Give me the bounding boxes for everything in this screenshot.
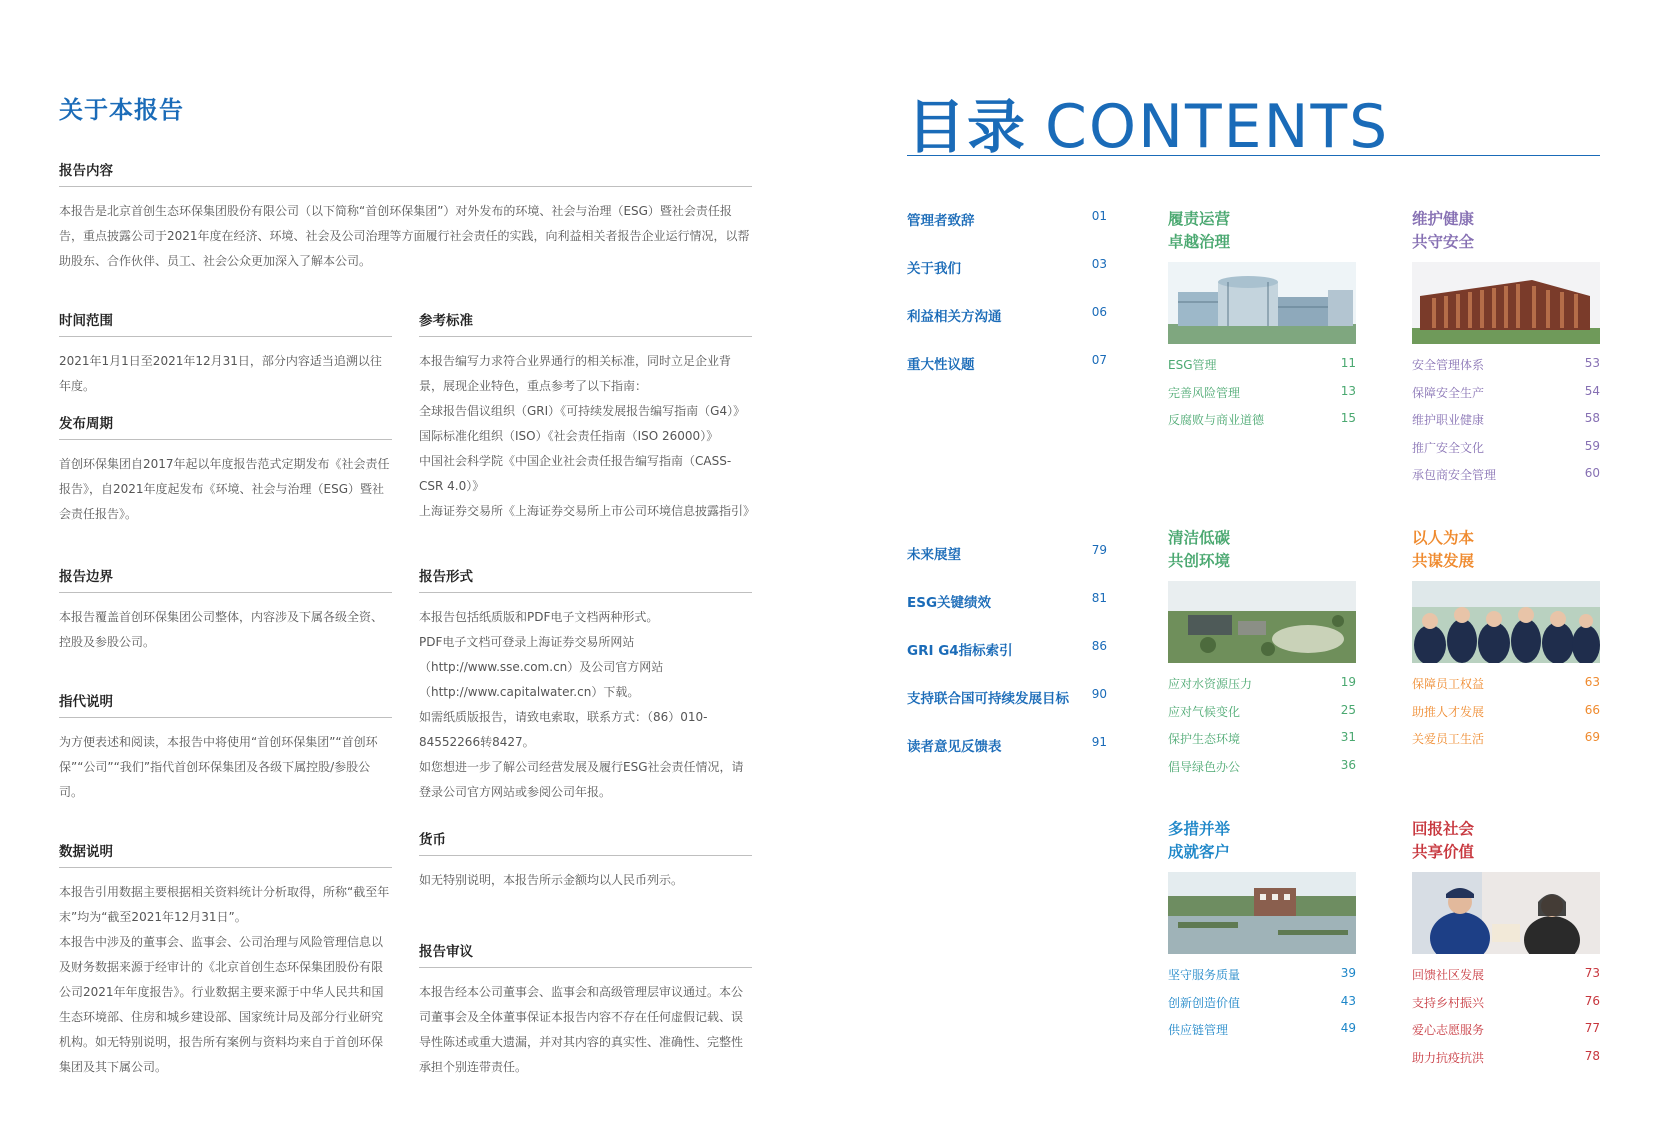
chapter-item[interactable] [1412, 356, 1600, 384]
chapter-item[interactable] [1168, 966, 1356, 994]
chapter-item-page: 73 [1584, 966, 1600, 980]
toc-entry-label[interactable]: 管理者致辞 [907, 213, 975, 229]
chapter-item-label[interactable]: 助推人才发展 [1412, 704, 1485, 719]
section-report-review [419, 940, 752, 1080]
toc-entry-page: 03 [1091, 257, 1107, 271]
toc-back-matter [907, 543, 1107, 783]
chapter-item-label[interactable]: ESG管理 [1168, 358, 1217, 372]
section-heading: 时间范围 [59, 309, 392, 337]
chapter-04[interactable] [1412, 206, 1600, 494]
toc-entry-label[interactable]: 支持联合国可持续发展目标 [907, 691, 1069, 707]
section-paragraph: 如无特别说明，本报告所示金额均以人民币列示。 [419, 873, 684, 887]
chapter-item-label[interactable]: 反腐败与商业道德 [1168, 413, 1265, 427]
chapter-title-line: 多措并举 [1168, 820, 1231, 838]
section-currency [419, 828, 752, 893]
chapter-title-line: 成就客户 [1168, 843, 1231, 861]
chapter-item-label[interactable]: 坚守服务质量 [1168, 968, 1241, 982]
chapter-02[interactable] [1168, 525, 1356, 785]
chapter-number: 06 [1490, 815, 1548, 866]
chapter-item-label[interactable]: 供应链管理 [1168, 1023, 1229, 1037]
chapter-item-page: 31 [1340, 730, 1356, 744]
chapter-item-label[interactable]: 保护生态环境 [1168, 732, 1241, 746]
chapter-item[interactable] [1412, 439, 1600, 467]
section-report-content [59, 159, 752, 274]
toc-entry-page: 07 [1091, 353, 1107, 367]
chapter-item[interactable] [1412, 384, 1600, 412]
chapter-number: 05 [1490, 524, 1548, 575]
chapter-item-page: 66 [1584, 702, 1600, 717]
section-heading: 数据说明 [59, 840, 392, 868]
chapter-number: 03 [1246, 815, 1304, 866]
section-heading: 报告边界 [59, 565, 392, 593]
chapter-item[interactable] [1168, 1021, 1356, 1049]
chapter-title-line: 维护健康 [1412, 210, 1475, 228]
toc-entry[interactable] [907, 353, 1107, 401]
chapter-item-page: 76 [1584, 993, 1600, 1008]
chapter-item-label[interactable]: 回馈社区发展 [1412, 968, 1485, 982]
section-paragraph: 国际标准化组织（ISO）《社会责任指南（ISO 26000）》 [419, 429, 719, 443]
chapter-item-label[interactable]: 倡导绿色办公 [1168, 759, 1241, 774]
contents-title [907, 80, 1390, 162]
toc-entry[interactable] [907, 209, 1107, 257]
toc-entry[interactable] [907, 687, 1107, 735]
section-paragraph: 本报告是北京首创生态环保集团股份有限公司（以下简称“首创环保集团”）对外发布的环境、社会与治理（ESG）暨社会责任报告，重点披露公司于2021年度在经济、环境、社会及公司治理等方面履行社会责任的实践，向利益相关者报告企业运行情况，以帮助股东、合作伙伴、员工、社会公众更加深入了解本公司。 [59, 204, 750, 268]
section-paragraph: 如您想进一步了解公司经营发展及履行ESG社会责任情况，请登录公司官方网站或参阅公司年报。 [419, 760, 744, 799]
chapter-item-label[interactable]: 推广安全文化 [1412, 440, 1485, 455]
chapter-item-page: 43 [1340, 993, 1356, 1008]
toc-entry[interactable] [907, 735, 1107, 783]
section-reference-standards [419, 309, 756, 524]
section-paragraph: PDF电子文档可登录上海证券交易所网站（http://www.sse.com.cn）及公司官方网站（http://www.capitalwater.cn）下载。 [419, 635, 664, 699]
chapter-number: 04 [1490, 205, 1548, 256]
chapter-item[interactable] [1168, 703, 1356, 731]
toc-entry-label[interactable]: 未来展望 [907, 547, 961, 563]
chapter-photo-water-plant [1168, 262, 1356, 344]
chapter-title [1168, 208, 1230, 254]
section-paragraph: 本报告经本公司董事会、监事会和高级管理层审议通过。本公司董事会及全体董事保证本报告内容不存在任何虚假记载、误导性陈述或重大遗漏，并对其内容的真实性、准确性、完整性承担个别连带责任。 [419, 985, 744, 1074]
section-paragraph: 本报告编写力求符合业界通行的相关标准，同时立足企业背景，展现企业特色，重点参考了以下指南： [419, 354, 732, 393]
chapter-item-page: 39 [1340, 966, 1356, 980]
chapter-photo-aerial-landscape [1168, 581, 1356, 663]
chapter-title-line: 卓越治理 [1168, 233, 1231, 251]
chapter-title [1412, 527, 1474, 573]
chapter-item[interactable] [1412, 703, 1600, 731]
toc-entry-page: 91 [1091, 735, 1107, 749]
chapter-item-page: 53 [1584, 356, 1600, 370]
chapter-item-page: 77 [1584, 1021, 1600, 1035]
chapter-item-label[interactable]: 助力抗疫抗洪 [1412, 1050, 1485, 1065]
chapter-item[interactable] [1412, 675, 1600, 703]
chapter-item[interactable] [1168, 356, 1356, 384]
section-paragraph: 本报告包括纸质版和PDF电子文档两种形式。 [419, 610, 659, 624]
chapter-item-page: 54 [1584, 383, 1600, 398]
chapter-title-line: 清洁低碳 [1168, 529, 1231, 547]
toc-entry-label[interactable]: 读者意见反馈表 [907, 739, 1002, 755]
section-data-note [59, 840, 392, 1080]
section-heading: 报告审议 [419, 940, 752, 968]
chapter-item-label[interactable]: 维护职业健康 [1412, 413, 1485, 427]
chapter-photo-wetland [1168, 872, 1356, 954]
section-paragraph: 本报告覆盖首创环保集团公司整体，内容涉及下属各级全资、控股及参股公司。 [59, 610, 384, 649]
section-paragraph: 本报告引用数据主要根据相关资料统计分析取得，所称“截至年末”均为“截至2021年12月31日”。 [59, 885, 390, 924]
chapter-title [1412, 818, 1474, 864]
chapter-number: 02 [1246, 524, 1304, 575]
chapter-item[interactable] [1168, 758, 1356, 786]
section-paragraph: 首创环保集团自2017年起以年度报告范式定期发布《社会责任报告》，自2021年度起发布《环境、社会与治理（ESG）暨社会责任报告》。 [59, 457, 390, 521]
chapter-title-line: 共守安全 [1412, 233, 1475, 251]
about-report-title: 关于本报告 [59, 96, 184, 124]
chapter-item[interactable] [1412, 466, 1600, 494]
chapter-01[interactable] [1168, 206, 1356, 439]
toc-entry[interactable] [907, 543, 1107, 591]
chapter-item[interactable] [1168, 675, 1356, 703]
toc-entry-page: 06 [1091, 305, 1107, 319]
toc-entry-page: 01 [1091, 209, 1107, 223]
toc-entry-label[interactable]: 关于我们 [907, 261, 961, 277]
chapter-item-page: 11 [1340, 356, 1356, 370]
toc-entry-page: 79 [1091, 543, 1107, 557]
chapter-06[interactable] [1412, 816, 1600, 1076]
contents-title-en: CONTENTS [1045, 92, 1390, 162]
section-time-range [59, 309, 392, 399]
chapter-05[interactable] [1412, 525, 1600, 758]
chapter-item-label[interactable]: 应对气候变化 [1168, 704, 1241, 719]
chapter-item-label[interactable]: 关爱员工生活 [1412, 732, 1485, 746]
chapter-title [1168, 818, 1230, 864]
chapter-title-line: 履责运营 [1168, 210, 1231, 228]
chapter-item-page: 69 [1584, 730, 1600, 744]
section-heading: 发布周期 [59, 412, 392, 440]
chapter-03[interactable] [1168, 816, 1356, 1049]
section-paragraph: 中国社会科学院《中国企业社会责任报告编写指南（CASS-CSR 4.0）》 [419, 454, 732, 493]
chapter-item-page: 19 [1340, 675, 1356, 689]
section-report-boundary [59, 565, 392, 655]
chapter-item[interactable] [1412, 966, 1600, 994]
chapter-item[interactable] [1412, 411, 1600, 439]
chapter-title [1412, 208, 1474, 254]
chapter-item-page: 13 [1340, 383, 1356, 398]
section-heading: 指代说明 [59, 690, 392, 718]
chapter-item-label[interactable]: 完善风险管理 [1168, 385, 1241, 400]
toc-entry-page: 86 [1091, 639, 1107, 653]
chapter-item-page: 63 [1584, 675, 1600, 689]
toc-entry-label[interactable]: ESG关键绩效 [907, 595, 992, 611]
chapter-item-page: 15 [1340, 411, 1356, 425]
chapter-item-label[interactable]: 创新创造价值 [1168, 995, 1241, 1010]
chapter-title-line: 共享价值 [1412, 843, 1475, 861]
toc-entry[interactable] [907, 257, 1107, 305]
chapter-item-label[interactable]: 支持乡村振兴 [1412, 995, 1485, 1010]
chapter-item-page: 36 [1340, 757, 1356, 772]
chapter-photo-staff-group [1412, 581, 1600, 663]
toc-entry-label[interactable]: GRI G4指标索引 [907, 643, 1013, 659]
chapter-item-label[interactable]: 保障安全生产 [1412, 385, 1485, 400]
toc-entry[interactable] [907, 305, 1107, 353]
chapter-item-label[interactable]: 爱心志愿服务 [1412, 1023, 1485, 1037]
toc-entry-label[interactable]: 重大性议题 [907, 357, 975, 373]
chapter-title-line: 共谋发展 [1412, 552, 1475, 570]
chapter-item[interactable] [1168, 411, 1356, 439]
section-heading: 货币 [419, 828, 752, 856]
section-paragraph: 本报告中涉及的董事会、监事会、公司治理与风险管理信息以及财务数据来源于经审计的《北京首创生态环保集团股份有限公司2021年年度报告》。行业数据主要来源于中华人民共和国生态环境部、住房和城乡建设部、国家统计局及部分行业研究机构。如无特别说明，报告所有案例与资料均来自于首创环保集团及其下属公司。 [59, 935, 384, 1074]
section-heading: 报告内容 [59, 159, 752, 187]
toc-entry-label[interactable]: 利益相关方沟通 [907, 309, 1002, 325]
section-paragraph: 为方便表述和阅读，本报告中将使用“首创环保集团”“首创环保”“公司”“我们”指代首创环保集团及各级下属控股/参股公司。 [59, 735, 378, 799]
chapter-title [1168, 527, 1230, 573]
section-heading: 报告形式 [419, 565, 752, 593]
toc-entry-page: 81 [1091, 591, 1107, 605]
chapter-title-line: 回报社会 [1412, 820, 1475, 838]
chapter-photo-community [1412, 872, 1600, 954]
contents-divider [907, 155, 1600, 156]
section-heading: 参考标准 [419, 309, 752, 337]
section-report-format [419, 565, 752, 805]
chapter-item-page: 78 [1584, 1048, 1600, 1063]
chapter-item-page: 58 [1584, 411, 1600, 425]
chapter-title-line: 以人为本 [1412, 529, 1475, 547]
toc-entry[interactable] [907, 639, 1107, 687]
chapter-item-label[interactable]: 承包商安全管理 [1412, 468, 1497, 482]
chapter-item[interactable] [1412, 994, 1600, 1022]
chapter-item-page: 60 [1584, 466, 1600, 480]
chapter-number: 01 [1246, 205, 1304, 256]
chapter-item-page: 49 [1340, 1021, 1356, 1035]
contents-title-zh: 目录 [907, 93, 1028, 161]
section-paragraph: 如需纸质版报告，请致电索取，联系方式：（86）010-84552266转8427。 [419, 710, 708, 749]
section-publish-cycle [59, 412, 392, 527]
section-paragraph: 全球报告倡议组织（GRI）《可持续发展报告编写指南（G4）》 [419, 404, 746, 418]
chapter-item-page: 59 [1584, 438, 1600, 453]
chapter-item-page: 25 [1340, 702, 1356, 717]
chapter-item-label[interactable]: 保障员工权益 [1412, 677, 1485, 691]
chapter-item[interactable] [1168, 994, 1356, 1022]
chapter-item-label[interactable]: 安全管理体系 [1412, 358, 1485, 372]
chapter-photo-building [1412, 262, 1600, 344]
toc-entry[interactable] [907, 591, 1107, 639]
section-paragraph: 2021年1月1日至2021年12月31日，部分内容适当追溯以往年度。 [59, 354, 382, 393]
chapter-item-label[interactable]: 应对水资源压力 [1168, 677, 1253, 691]
chapter-item[interactable] [1412, 1049, 1600, 1077]
section-reference-note [59, 690, 392, 805]
chapter-item[interactable] [1168, 384, 1356, 412]
chapter-item[interactable] [1412, 730, 1600, 758]
chapter-item[interactable] [1412, 1021, 1600, 1049]
toc-front-matter [907, 209, 1107, 401]
chapter-item[interactable] [1168, 730, 1356, 758]
toc-entry-page: 90 [1091, 687, 1107, 701]
chapter-title-line: 共创环境 [1168, 552, 1231, 570]
section-paragraph: 上海证券交易所《上海证券交易所上市公司环境信息披露指引》 [419, 504, 756, 518]
